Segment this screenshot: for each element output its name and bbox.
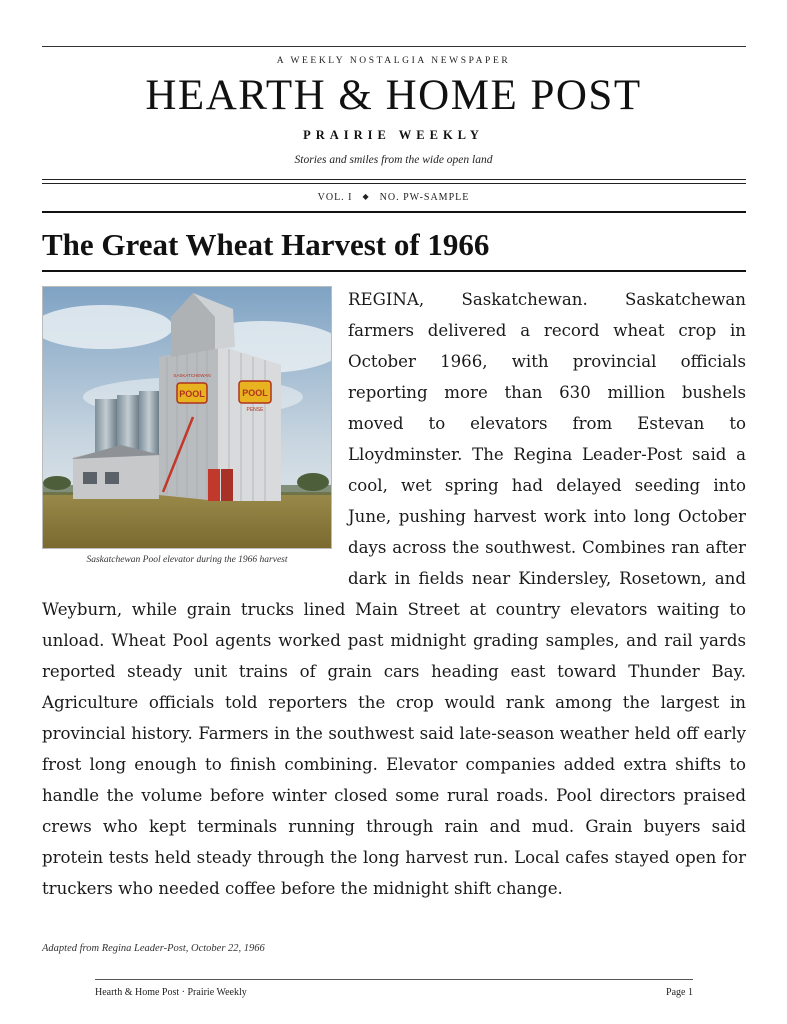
footer-page-number: Page 1 — [666, 987, 693, 998]
article-headline: The Great Wheat Harvest of 1966 — [42, 227, 490, 262]
footer-rule — [95, 979, 693, 980]
grain-elevator-photo — [42, 286, 332, 549]
issue-line — [0, 192, 787, 203]
pool-sign-side: POOL — [242, 388, 268, 398]
photo-caption: Saskatchewan Pool elevator during the 1966 harvest — [86, 555, 288, 565]
article-credit: Adapted from Regina Leader-Post, October 22, 1966 — [42, 943, 265, 954]
pool-sign-front: POOL — [179, 389, 205, 399]
article-photo-figure — [42, 286, 332, 567]
issue-number: NO. PW-SAMPLE — [379, 192, 470, 203]
masthead-top-rule — [42, 46, 746, 47]
saskatchewan-lettering: SASKATCHEWAN — [173, 373, 211, 378]
edition-name: PRAIRIE WEEKLY — [303, 128, 484, 142]
headline-rule — [42, 270, 746, 272]
masthead-tagline: A WEEKLY NOSTALGIA NEWSPAPER — [276, 56, 511, 66]
article-body — [42, 284, 746, 904]
masthead-motto: Stories and smiles from the wide open land — [294, 154, 493, 166]
diamond-separator-icon: ◆ — [362, 192, 370, 201]
masthead-bottom-rule — [42, 211, 746, 213]
masthead-double-rule — [42, 179, 746, 184]
town-lettering: PENSE — [246, 407, 264, 413]
article-text: REGINA, Saskatchewan. Saskatchewan farmers delivered a record wheat crop in October 1966, with provincial officials reporting more than 630 million bushels moved to elevators from Estevan to Lloydminster. The Regina Leader-Post said a cool, wet spring had delayed seeding into June, pushing harvest work into long October days across the southwest. Combines ran after dark in fields near Kindersley, Rosetown, and Weyburn, while grain trucks lined Main Street at country elevators waiting to unload. Wheat Pool agents worked past midnight grading samples, and rail yards reported steady unit trains of grain cars heading east toward Thunder Bay. Agriculture officials told reporters the crop would rank among the largest in provincial history. Farmers in the southwest said late-season weather held off early frost long enough to finish combining. Elevator companies added extra shifts to handle the volume before winter closed some rural roads. Pool directors praised crews who kept terminals running through rain and mud. Grain buyers said protein tests held steady through the long harvest run. Local cafes stayed open for truckers who needed coffee before the midnight shift change. — [42, 290, 746, 898]
footer-publication: Hearth & Home Post · Prairie Weekly — [95, 987, 247, 998]
newspaper-title: HEARTH & HOME POST — [145, 72, 642, 119]
volume-label: VOL. I — [317, 192, 353, 203]
